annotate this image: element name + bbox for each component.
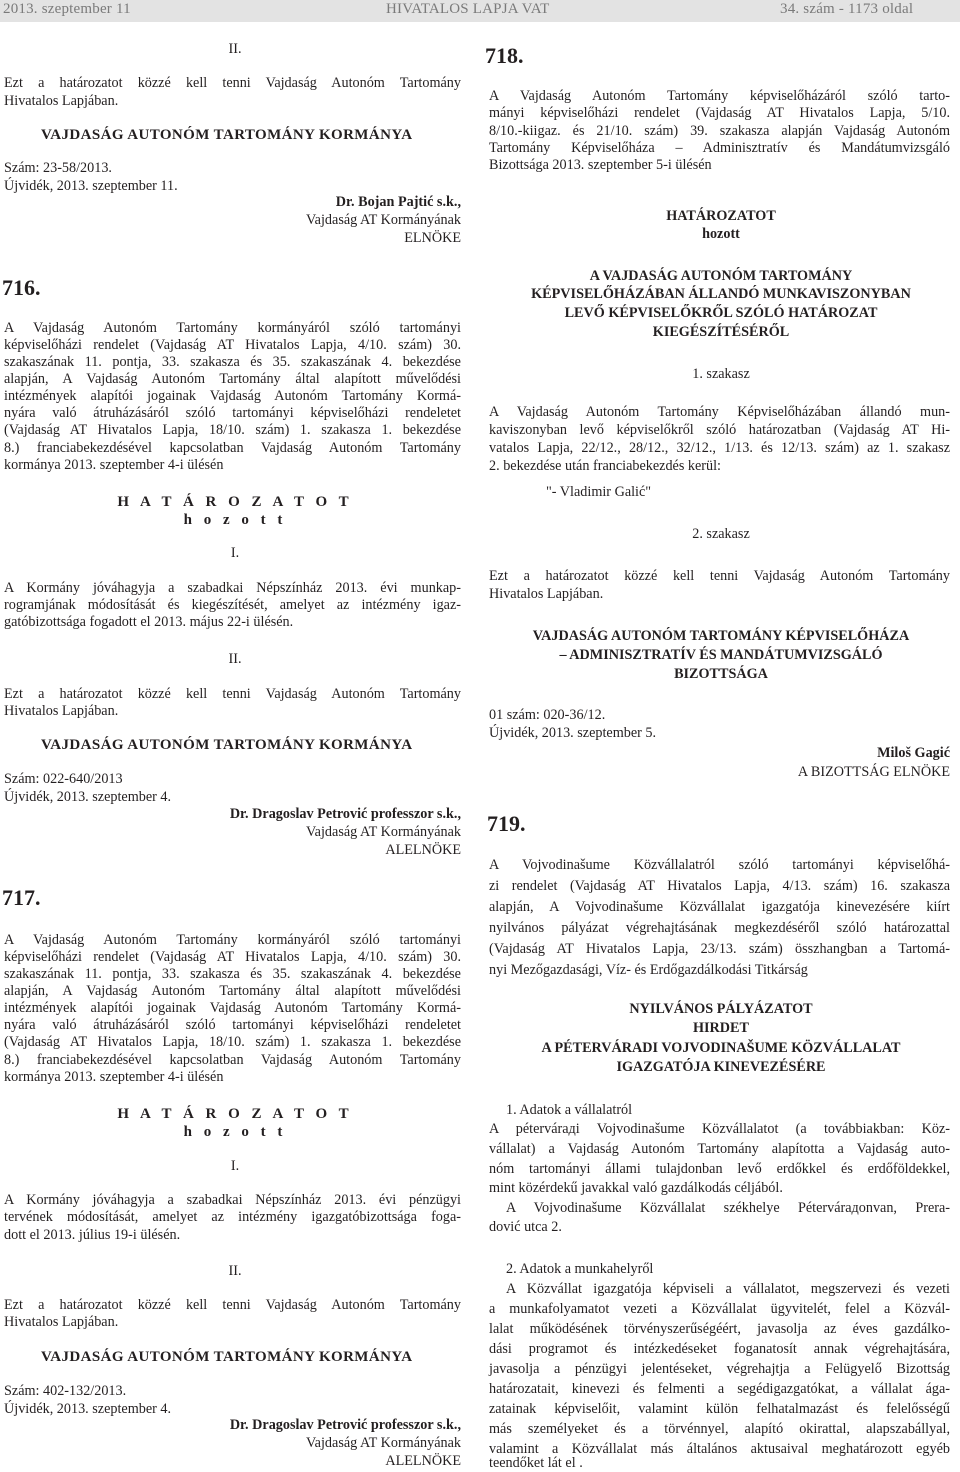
- preamble-line: alapján, A Vojvodinašume Közvállalat igazgatója kinevezésére kiírt: [489, 899, 950, 915]
- organization-line: – ADMINISZTRATÍV ÉS MANDÁTUMVIZSGÁLÓ: [559, 647, 883, 663]
- heading-line: LEVŐ KÉPVISELŐKRŐL SZÓLÓ HATÁROZAT: [564, 305, 878, 321]
- preamble-line: nyára való átruházásáról szóló tartományi képviselőházi rendeletet: [4, 405, 461, 421]
- preamble-line: képviselőházi rendelet (Vajdaság AT Hivatalos Lapja, 4/10. szám) 30.: [4, 337, 461, 353]
- roman-numeral: II.: [228, 651, 242, 667]
- decision-title: H A T Á R O Z A T O T: [117, 1106, 353, 1122]
- header-journal: HIVATALOS LAPJA VAT: [386, 1, 550, 17]
- signatory-role: ALELNÖKE: [385, 842, 461, 858]
- heading-line: HIRDET: [693, 1020, 749, 1036]
- body-line: teendőket lát el .: [489, 1455, 583, 1471]
- preamble-line: (Vajdaság AT Hivatalos Lapja, 18/10. szám) 1. szakasza 1. bekezdése: [4, 1034, 461, 1050]
- preamble-line: képviselőházi rendelet (Vajdaság AT Hivatalos Lapja, 4/10. szám) 30.: [4, 949, 461, 965]
- roman-numeral: II.: [228, 41, 242, 57]
- section-title: 1. Adatok a vállalatról: [506, 1102, 633, 1118]
- publication-note: Hivatalos Lapjában.: [4, 703, 119, 719]
- item-number-716: 716.: [2, 275, 41, 300]
- heading-line: NYILVÁNOS PÁLYÁZATOT: [629, 1001, 813, 1017]
- item-number-719: 719.: [487, 811, 526, 836]
- signatory-name: Miloš Gagić: [877, 745, 950, 761]
- organization-line: BIZOTTSÁGA: [674, 666, 768, 682]
- preamble-line: mányi képviselőházi rendelet (Vajdaság AT Hivatalos Lapja, 5/10.: [489, 105, 950, 121]
- body-line: dási programot és intézkedéseket foganatosít annak végrehajtására,: [489, 1341, 950, 1357]
- preamble-line: 8.) franciabekezdésével kapcsolatban Vajdaság Autonóm Tartomány: [4, 1052, 461, 1068]
- body-line: határozatait, kinevezi és felmenti a segédigazgatókat, a vállalat ága-: [489, 1381, 950, 1397]
- heading-line: A VAJDASÁG AUTONÓM TARTOMÁNY: [589, 268, 853, 284]
- publication-note: Ezt a határozatot közzé kell tenni Vajdaság Autonóm Tartomány: [4, 1297, 461, 1313]
- body-line: javasolja a pénzügyi jelentéseket, végrehajtja a Felügyelő Bizottság: [489, 1361, 950, 1377]
- signatory-role: ALELNÖKE: [385, 1453, 461, 1469]
- section-title: 1. szakasz: [692, 366, 750, 382]
- decision-hozott: h o z o t t: [183, 1124, 287, 1140]
- document-number: 01 szám: 020-36/12.: [489, 707, 606, 723]
- roman-numeral: I.: [230, 1158, 240, 1174]
- preamble-line: 8/10.-kiigaz. és 21/10. szám) 39. szakasza alapján Vajdaság Autonóm: [489, 123, 950, 139]
- preamble-line: A Vojvodinašume Közvállalatról szóló tartományi képviselőhá-: [489, 857, 950, 873]
- preamble-line: alapján, A Vajdaság Autonóm Tartomány által alapított művelődési: [4, 983, 461, 999]
- header-page: 34. szám - 1173 oldal: [780, 1, 914, 17]
- document-number: Szám: 402-132/2013.: [4, 1383, 127, 1399]
- preamble-line: A Vajdaság Autonóm Tartomány kormányáról szóló tartományi: [4, 932, 461, 948]
- body-line: dović utca 2.: [489, 1219, 562, 1235]
- signatory-name: Dr. Bojan Pajtić s.k.,: [335, 194, 461, 210]
- government-name: VAJDASÁG AUTONÓM TARTOMÁNY KORMÁNYA: [41, 127, 413, 143]
- publication-note: Ezt a határozatot közzé kell tenni Vajdaság Autonóm Tartomány: [4, 686, 461, 702]
- publication-note: Hivatalos Lapjában.: [4, 93, 119, 109]
- preamble-line: 8.) franciabekezdésével kapcsolatban Vajdaság Autonóm Tartomány: [4, 440, 461, 456]
- signatory-organization: Vajdaság AT Kormányának: [306, 212, 461, 228]
- preamble-line: (Vajdaság AT Hivatalos Lapja, 18/10. szám) 1. szakasza 1. bekezdése: [4, 422, 461, 438]
- document-number: Szám: 23-58/2013.: [4, 160, 112, 176]
- document-place-date: Újvidék, 2013. szeptember 4.: [4, 789, 172, 805]
- signatory-name: Dr. Dragoslav Petrović professzor s.k.,: [229, 1417, 461, 1433]
- body-line: valamint a Közvállalat más általános aktusaival meghatározott egyéb: [489, 1441, 950, 1457]
- publication-note: Hivatalos Lapjában.: [4, 1314, 119, 1330]
- section-title: 2. Adatok a munkahelyről: [506, 1261, 654, 1277]
- body-line: A pétervárадi Vojvodinašume Közvállalatot (a továbbiakban: Köz-: [489, 1121, 950, 1137]
- signatory-organization: Vajdaság AT Kormányának: [306, 1435, 461, 1451]
- body-line: lalat működésének törvényszerűségéért, javasolja az éves gazdálko-: [489, 1321, 950, 1337]
- body-line: más személyeket és a törvénnyel, alapító okirattal, alapszabállyal,: [489, 1421, 950, 1437]
- decision-title: HATÁROZATOT: [666, 208, 776, 224]
- preamble-line: nyára való átruházásáról szóló tartományi képviselőházi rendeletet: [4, 1017, 461, 1033]
- preamble-line: szakaszának 11. pontja, 33. szakasza és 35. szakaszának 4. bekezdése: [4, 354, 461, 370]
- decision-hozott: hozott: [702, 226, 740, 242]
- preamble-line: alapján, A Vajdaság Autonóm Tartomány által alapított művelődési: [4, 371, 461, 387]
- preamble-line: intézmények alapítói jogainak Vajdaság Autonóm Tartomány Kormá-: [4, 388, 461, 404]
- document-place-date: Újvidék, 2013. szeptember 4.: [4, 1401, 172, 1417]
- body-line: A Kormány jóváhagyja a szabadkai Népszínház 2013. évi pénzügyi: [4, 1192, 461, 1208]
- signatory-name: Dr. Dragoslav Petrović professzor s.k.,: [229, 806, 461, 822]
- body-line: A Vojvodinašume Közvállalat székhelye Pétervárадonvan, Prera-: [506, 1200, 950, 1216]
- body-line: gatóbizottsága fogadott el 2013. május 22-i ülésén.: [4, 614, 294, 630]
- list-item: "- Vladimir Galić": [546, 484, 652, 500]
- heading-line: KIEGÉSZÍTÉSÉRŐL: [652, 324, 790, 340]
- body-line: 2. bekezdése után franciabekezdés kerül:: [489, 458, 722, 474]
- body-line: mint közérdekű javakkal való gazdálkodás céljából.: [489, 1180, 783, 1196]
- body-line: A Vajdaság Autonóm Tartomány Képviselőházában állandó mun-: [489, 404, 950, 420]
- decision-hozott: h o z o t t: [183, 512, 287, 528]
- roman-numeral: II.: [228, 1263, 242, 1279]
- preamble-line: (Vajdaság AT Hivatalos Lapja, 23/13. szám) összhangban a Tartomá-: [489, 941, 950, 957]
- item-number-718: 718.: [485, 43, 524, 68]
- document-place-date: Újvidék, 2013. szeptember 5.: [489, 725, 657, 741]
- preamble-line: kormánya 2013. szeptember 4-i ülésén: [4, 457, 224, 473]
- heading-line: KÉPVISELŐHÁZÁBAN ÁLLANDÓ MUNKAVISZONYBAN: [531, 286, 911, 302]
- body-line: dott el 2013. július 19-i ülésén.: [4, 1227, 181, 1243]
- signatory-role: A BIZOTTSÁG ELNÖKE: [797, 764, 950, 780]
- header-date: 2013. szeptember 11: [3, 1, 131, 17]
- body-line: nóm tartományi állami tulajdonban levő erdőkkel és erdőföldekkel,: [489, 1161, 950, 1177]
- body-line: zatainak képviselőit, valamint külön felhatalmazást és felelősségű: [489, 1401, 950, 1417]
- heading-line: IGAZGATÓJA KINEVEZÉSÉRE: [616, 1059, 826, 1075]
- publication-note: Ezt a határozatot közzé kell tenni Vajdaság Autonóm Tartomány: [489, 568, 950, 584]
- page-header: [0, 0, 960, 22]
- body-line: rogramjának módosítását és kiegészítését, amelyet az intézmény igaz-: [4, 597, 461, 613]
- body-line: vatalos Lapja, 22/12., 28/12., 32/12., 1/13. és 12/13. szám) az 1. szakasz: [489, 440, 950, 456]
- body-line: kaviszonyban levő képviselőkről szóló határozatban (Vajdaság AT Hi-: [489, 422, 950, 438]
- decision-title: H A T Á R O Z A T O T: [117, 494, 353, 510]
- government-name: VAJDASÁG AUTONÓM TARTOMÁNY KORMÁNYA: [41, 1349, 413, 1365]
- body-line: tervének módosítását, amelyet az intézmény igazgatóbizottsága foga-: [4, 1209, 461, 1225]
- body-line: A Kormány jóváhagyja a szabadkai Népszínház 2013. évi munkap-: [4, 580, 461, 596]
- organization-line: VAJDASÁG AUTONÓM TARTOMÁNY KÉPVISELŐHÁZA: [532, 628, 910, 644]
- preamble-line: A Vajdaság Autonóm Tartomány kormányáról szóló tartományi: [4, 320, 461, 336]
- section-title: 2. szakasz: [692, 526, 750, 542]
- signatory-role: ELNÖKE: [404, 230, 461, 246]
- preamble-line: A Vajdaság Autonóm Tartomány képviselőházáról szóló tarto-: [489, 88, 950, 104]
- preamble-line: Tartomány Képviselőháza – Adminisztratív és Mandátumvizsgáló: [489, 140, 950, 156]
- body-line: a munkafolyamatot vezeti a Közvállalat ügyvitelét, felel a Közvál-: [489, 1301, 950, 1317]
- preamble-line: zi rendelet (Vajdaság AT Hivatalos Lapja, 4/13. szám) 16. szakasza: [489, 878, 950, 894]
- preamble-line: nyi Mezőgazdasági, Víz- és Erdőgazdálkodási Titkárság: [489, 962, 808, 978]
- body-line: vállalat) a Vajdaság Autonóm Tartomány alapította a Vajdaság auto-: [489, 1141, 950, 1157]
- signatory-organization: Vajdaság AT Kormányának: [306, 824, 461, 840]
- preamble-line: intézmények alapítói jogainak Vajdaság Autonóm Tartomány Kormá-: [4, 1000, 461, 1016]
- heading-line: A PÉTERVÁRADI VOJVODINAŠUME KÖZVÁLLALAT: [541, 1040, 901, 1056]
- preamble-line: kormánya 2013. szeptember 4-i ülésén: [4, 1069, 224, 1085]
- roman-numeral: I.: [230, 545, 240, 561]
- body-line: A Közvállat igazgatója képviseli a vállalatot, megszervezi és vezeti: [506, 1281, 950, 1297]
- item-number-717: 717.: [2, 885, 41, 910]
- government-name: VAJDASÁG AUTONÓM TARTOMÁNY KORMÁNYA: [41, 737, 413, 753]
- document-place-date: Újvidék, 2013. szeptember 11.: [4, 178, 178, 194]
- publication-note: Hivatalos Lapjában.: [489, 586, 604, 602]
- document-number: Szám: 022-640/2013: [4, 771, 123, 787]
- preamble-line: nyilvános pályázat végrehajtásának megkezdéséről szóló határozattal: [489, 920, 950, 936]
- preamble-line: Bizottsága 2013. szeptember 5-i ülésén: [489, 157, 712, 173]
- publication-note: Ezt a határozatot közzé kell tenni Vajdaság Autonóm Tartomány: [4, 75, 461, 91]
- preamble-line: szakaszának 11. pontja, 33. szakasza és 35. szakaszának 4. bekezdése: [4, 966, 461, 982]
